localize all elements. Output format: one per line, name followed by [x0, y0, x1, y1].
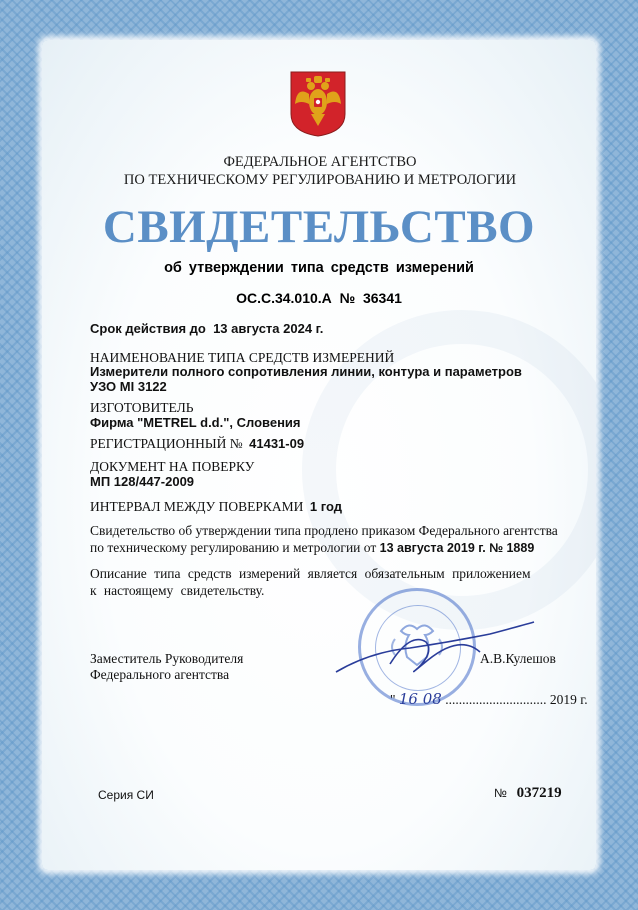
- handwritten-date: 16 08: [398, 690, 442, 708]
- instrument-label: НАИМЕНОВАНИЕ ТИПА СРЕДСТВ ИЗМЕРЕНИЙ: [90, 350, 395, 365]
- date-year: 2019 г.: [549, 692, 588, 707]
- registration-value: 41431-09: [249, 436, 305, 451]
- certificate-number-prefix: ОС.С.34.010.А: [236, 290, 332, 306]
- form-number: 037219: [516, 785, 562, 801]
- russian-coat-of-arms-icon: [289, 70, 347, 138]
- note-paragraph: [90, 565, 558, 599]
- verification-doc-value: МП 128/447-2009: [90, 474, 195, 489]
- certificate-subtitle: об утверждении типа средств измерений: [164, 260, 474, 276]
- note-line1: Описание типа средств измерений является обязательным приложением: [90, 566, 531, 581]
- registration-label: РЕГИСТРАЦИОННЫЙ №: [90, 436, 243, 451]
- signatory-name: А.В.Кулешов: [480, 651, 556, 666]
- interval-value: 1 год: [309, 499, 342, 514]
- series-label: Серия СИ: [98, 788, 154, 802]
- extension-line1: Свидетельство об утверждении типа продлено приказом Федерального агентства: [90, 523, 558, 538]
- validity-date: 13 августа 2024 г.: [213, 321, 324, 336]
- certificate-number-value: 36341: [362, 290, 402, 306]
- signatory-position-line2: Федерального агентства: [90, 667, 230, 682]
- extension-paragraph: [90, 522, 558, 557]
- instrument-name-line2: УЗО MI 3122: [90, 379, 167, 394]
- verification-doc-label: ДОКУМЕНТ НА ПОВЕРКУ: [90, 459, 255, 474]
- date-open-quote: ": [390, 692, 396, 707]
- certificate-title: СВИДЕТЕЛЬСТВО: [102, 201, 536, 253]
- registration-row: [90, 436, 304, 452]
- certificate-number: [40, 290, 598, 306]
- manufacturer-value: Фирма "METREL d.d.", Словения: [90, 415, 301, 430]
- extension-line2: [90, 539, 558, 557]
- form-number-sign: №: [494, 786, 507, 800]
- interval-label: ИНТЕРВАЛ МЕЖДУ ПОВЕРКАМИ: [90, 499, 304, 514]
- agency-name-line1: ФЕДЕРАЛЬНОЕ АГЕНТСТВО: [223, 154, 417, 170]
- manufacturer-label: ИЗГОТОВИТЕЛЬ: [90, 400, 194, 415]
- agency-name-line2: ПО ТЕХНИЧЕСКОМУ РЕГУЛИРОВАНИЮ И МЕТРОЛОГИИ: [123, 172, 517, 188]
- validity-label: Срок действия до: [90, 321, 206, 336]
- signature-date-row: [390, 690, 588, 708]
- validity-row: [90, 321, 323, 336]
- form-number-row: [494, 785, 562, 802]
- number-sign: №: [339, 290, 356, 306]
- instrument-name-line1: Измерители полного сопротивления линии, контура и параметров: [90, 364, 522, 379]
- order-number: № 1889: [489, 541, 535, 555]
- order-date: 13 августа 2019 г.: [379, 541, 486, 555]
- signatory-position-line1: Заместитель Руководителя: [90, 651, 244, 666]
- interval-row: [90, 499, 342, 515]
- date-dots: ..............................: [445, 692, 547, 707]
- extension-line2-text: по техническому регулированию и метрологии от: [90, 540, 377, 555]
- note-line2: к настоящему свидетельству.: [90, 583, 265, 598]
